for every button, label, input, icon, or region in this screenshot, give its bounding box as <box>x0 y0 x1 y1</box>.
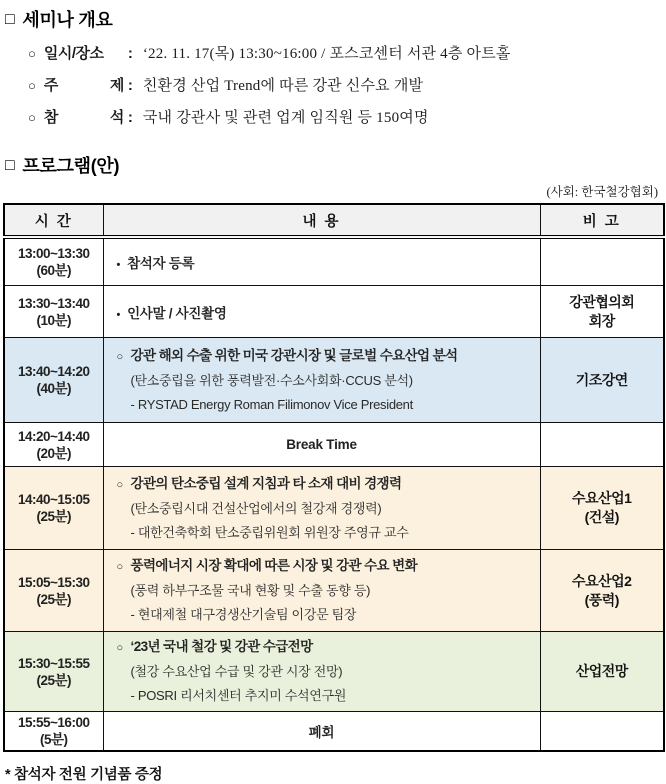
label-separator: : <box>127 45 133 62</box>
content-text: 참석자 등록 <box>127 256 195 271</box>
remark-line: 수요산업1 <box>572 490 632 506</box>
time-range: 14:20~14:40 <box>18 428 90 444</box>
table-row <box>4 467 664 550</box>
session-speaker: - POSRI 리서치센터 추지미 수석연구원 <box>130 688 347 703</box>
table-row <box>4 286 664 338</box>
content-text: 인사말 / 사진촬영 <box>127 305 227 321</box>
square-marker-icon: □ <box>5 11 15 28</box>
program-table <box>3 203 665 752</box>
overview-section-title <box>5 8 666 32</box>
table-row <box>4 423 664 467</box>
circle-bullet-icon: ○ <box>28 110 36 125</box>
time-cell <box>4 286 103 338</box>
time-range: 13:40~14:20 <box>18 364 90 379</box>
session-title: ‘23년 국내 철강 및 강관 수급전망 <box>130 639 313 654</box>
remark-cell <box>540 632 664 712</box>
session-title-line <box>104 635 540 660</box>
content-cell <box>103 237 540 286</box>
label-separator: : <box>127 77 133 94</box>
overview-item-datetime <box>28 38 666 70</box>
square-marker-icon: □ <box>5 157 15 174</box>
overview-item-value: 국내 강관사 및 관련 업계 임직원 등 150여명 <box>142 110 429 126</box>
program-section-title <box>5 154 666 178</box>
table-row <box>4 632 664 712</box>
content-cell <box>103 423 540 467</box>
header-content: 내 용 <box>103 204 540 237</box>
session-title-line <box>104 472 540 497</box>
remark-cell <box>540 338 664 423</box>
circle-bullet-icon: ○ <box>116 561 123 573</box>
time-cell <box>4 712 103 752</box>
remark-line: 기조강연 <box>575 371 628 388</box>
session-title: 풍력에너지 시장 확대에 따른 시장 및 강관 수요 변화 <box>130 558 418 573</box>
overview-item-label: 일시/장소 <box>43 45 104 62</box>
header-time: 시 간 <box>4 204 103 237</box>
overview-title-text: 세미나 개요 <box>22 10 113 30</box>
remark-line: 수요산업2 <box>572 572 632 589</box>
label-separator: : <box>127 109 133 126</box>
time-cell <box>4 550 103 632</box>
closing-label: 폐회 <box>308 725 335 740</box>
session-title-line <box>104 554 540 579</box>
overview-item-value: 친환경 산업 Trend에 따른 강관 신수요 개발 <box>142 78 424 94</box>
time-cell <box>4 423 103 467</box>
time-range: 15:30~15:55 <box>18 655 90 671</box>
table-row <box>4 550 664 632</box>
duration: (20분) <box>36 445 72 461</box>
session-title-line <box>104 344 540 369</box>
session-speaker: - 대한건축학회 탄소중립위원회 위원장 주영규 교수 <box>130 524 409 540</box>
duration: (40분) <box>36 381 72 396</box>
session-speaker: - RYSTAD Energy Roman Filimonov Vice President <box>130 396 413 412</box>
host-note: (사회: 한국철강협회) <box>546 185 658 199</box>
time-cell <box>4 237 103 286</box>
content-cell <box>103 712 540 752</box>
overview-item-topic <box>28 70 666 102</box>
circle-bullet-icon: ○ <box>116 642 123 654</box>
session-subtitle: (철강 수요산업 수급 및 강관 시장 전망) <box>130 664 343 679</box>
remark-cell <box>540 712 664 752</box>
duration: (25분) <box>36 591 72 607</box>
overview-items <box>28 38 666 134</box>
duration: (25분) <box>36 672 72 688</box>
session-speaker: - 현대제철 대구경생산기술팀 이강문 팀장 <box>130 607 357 622</box>
remark-cell <box>540 237 664 286</box>
overview-item-value: ‘22. 11. 17(목) 13:30~16:00 / 포스코센터 서관 4층 아트홀 <box>142 46 511 62</box>
circle-bullet-icon: ○ <box>28 46 36 61</box>
time-range: 14:40~15:05 <box>18 492 90 507</box>
time-cell <box>4 632 103 712</box>
content-line <box>104 252 540 272</box>
content-cell <box>103 467 540 550</box>
content-line <box>104 302 540 322</box>
duration: (5분) <box>39 732 68 747</box>
footer-note: * 참석자 전원 기념품 증정 <box>5 767 163 783</box>
remark-line: (풍력) <box>584 591 619 608</box>
table-row <box>4 338 664 423</box>
session-subtitle: (탄소중립을 위한 풍력발전·수소사회화·CCUS 분석) <box>130 372 413 388</box>
seminar-document <box>0 8 666 783</box>
time-cell <box>4 338 103 423</box>
overview-item-label: 참 석 <box>43 109 124 126</box>
circle-bullet-icon: ○ <box>116 350 123 363</box>
time-range: 15:55~16:00 <box>18 715 90 730</box>
time-range: 13:00~13:30 <box>18 246 90 261</box>
remark-line: 회장 <box>588 312 615 329</box>
content-cell <box>103 338 540 423</box>
session-title: 강관 해외 수출 위한 미국 강관시장 및 글로벌 수요산업 분석 <box>130 347 458 363</box>
circle-bullet-icon: ○ <box>116 478 123 491</box>
break-label: Break Time <box>286 437 357 452</box>
table-row <box>4 712 664 752</box>
circle-bullet-icon: ○ <box>28 78 36 93</box>
session-subtitle: (탄소중립시대 건설산업에서의 철강재 경쟁력) <box>130 500 382 516</box>
overview-item-label: 주 제 <box>43 77 124 94</box>
remark-cell <box>540 286 664 338</box>
content-cell <box>103 632 540 712</box>
session-title: 강관의 탄소중립 설계 지침과 타 소재 대비 경쟁력 <box>130 475 402 491</box>
remark-line: 강관협의회 <box>569 293 635 310</box>
program-title-text: 프로그램(안) <box>22 156 120 176</box>
overview-item-attendees <box>28 102 666 134</box>
duration: (10분) <box>36 312 72 328</box>
remark-cell <box>540 423 664 467</box>
remark-cell <box>540 550 664 632</box>
remark-line: (건설) <box>584 509 619 525</box>
table-row <box>4 237 664 286</box>
duration: (25분) <box>36 509 72 524</box>
remark-cell <box>540 467 664 550</box>
header-remark: 비 고 <box>540 204 664 237</box>
content-cell <box>103 286 540 338</box>
table-header-row <box>4 204 664 237</box>
dot-bullet-icon: • <box>116 259 121 271</box>
duration: (60분) <box>36 263 72 278</box>
session-subtitle: (풍력 하부구조물 국내 현황 및 수출 동향 등) <box>130 583 371 598</box>
content-cell <box>103 550 540 632</box>
time-range: 13:30~13:40 <box>18 295 90 311</box>
dot-bullet-icon: • <box>116 308 121 321</box>
time-range: 15:05~15:30 <box>18 574 90 590</box>
time-cell <box>4 467 103 550</box>
remark-line: 산업전망 <box>575 663 628 679</box>
